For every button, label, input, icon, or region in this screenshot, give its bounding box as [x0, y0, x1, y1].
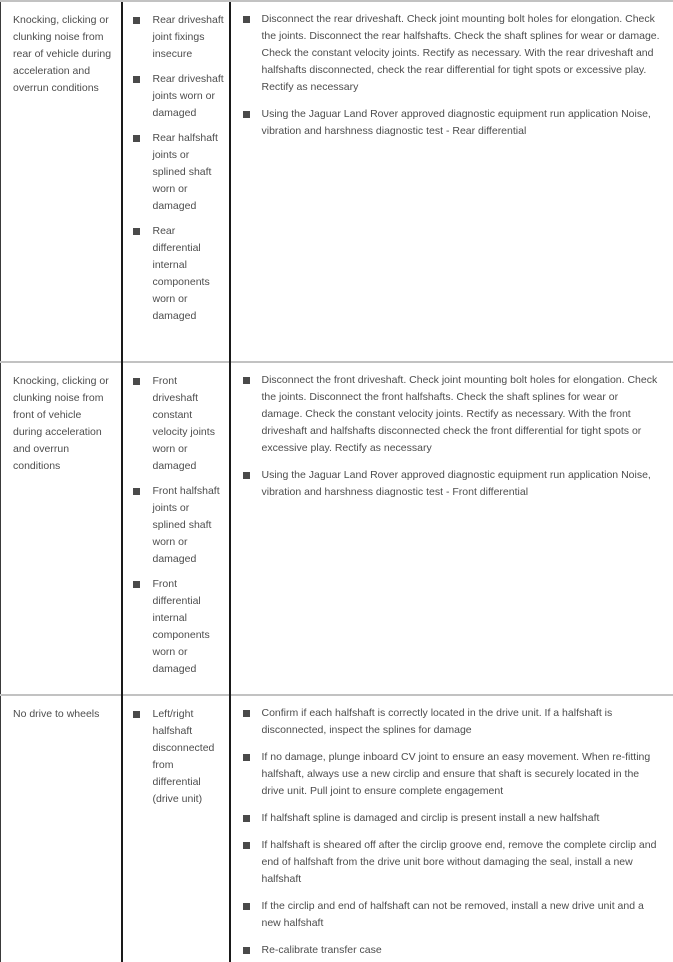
action-text: Re-calibrate transfer case	[261, 944, 382, 956]
bullet-square-icon	[133, 711, 140, 718]
action-text: If halfshaft spline is damaged and circlip is present install a new halfshaft	[261, 812, 600, 824]
cause-text: Rear halfshaft joints or splined shaft worn or damaged	[152, 132, 218, 212]
actions-list	[243, 11, 662, 140]
cause-item	[133, 223, 225, 325]
causes-cell	[122, 1, 230, 362]
bullet-square-icon	[243, 111, 250, 118]
action-item	[243, 898, 662, 932]
causes-cell	[122, 695, 230, 962]
cause-item	[133, 483, 225, 568]
bullet-square-icon	[133, 488, 140, 495]
cause-item	[133, 373, 225, 475]
bullet-square-icon	[133, 17, 140, 24]
action-text: If halfshaft is sheared off after the circlip groove end, remove the complete circlip and end of halfshaft from the drive unit bore without damaging the seal, install a new halfshaft	[261, 839, 657, 885]
table-row	[1, 362, 673, 695]
action-item	[243, 837, 662, 888]
cause-item	[133, 576, 225, 678]
cause-text: Rear driveshaft joints worn or damaged	[152, 73, 224, 119]
causes-list	[133, 12, 225, 325]
cause-item	[133, 71, 225, 122]
action-item	[243, 705, 662, 739]
bullet-square-icon	[243, 472, 250, 479]
action-item	[243, 11, 662, 96]
symptom-cell	[1, 1, 122, 362]
action-text: Disconnect the front driveshaft. Check joint mounting bolt holes for elongation. Check the joints. Disconnect the front halfshafts. Check the shaft splines for wear or damage. Check the constant velocity joints. Rectify as necessary. With the front driveshaft and halfshafts disconnected check the front differential for tight spots or excessive play. Rectify as necessary	[261, 374, 658, 454]
actions-cell	[230, 1, 673, 362]
symptom-cell	[1, 695, 122, 962]
symptom-text: No drive to wheels	[13, 708, 100, 720]
symptom-cell	[1, 362, 122, 695]
cause-text: Rear differential internal components worn or damaged	[152, 225, 210, 322]
causes-list	[133, 373, 225, 678]
causes-cell	[122, 362, 230, 695]
cause-item	[133, 12, 225, 63]
action-item	[243, 749, 662, 800]
bullet-square-icon	[243, 947, 250, 954]
cause-item	[133, 706, 225, 808]
bullet-square-icon	[133, 378, 140, 385]
table-row	[1, 1, 673, 362]
bullet-square-icon	[243, 903, 250, 910]
cause-text: Front driveshaft constant velocity joints worn or damaged	[152, 375, 215, 472]
actions-cell	[230, 695, 673, 962]
cause-text: Rear driveshaft joint fixings insecure	[152, 14, 224, 60]
actions-list	[243, 372, 662, 501]
action-item	[243, 810, 662, 827]
action-item	[243, 467, 662, 501]
table-row	[1, 695, 673, 962]
cause-text: Left/right halfshaft disconnected from differential (drive unit)	[152, 708, 215, 805]
bullet-square-icon	[243, 16, 250, 23]
bullet-square-icon	[133, 135, 140, 142]
cause-text: Front differential internal components worn or damaged	[152, 578, 210, 675]
bullet-square-icon	[243, 710, 250, 717]
action-text: Disconnect the rear driveshaft. Check joint mounting bolt holes for elongation. Check the joints. Disconnect the rear halfshafts. Check the shaft splines for wear or damage. Check the constant velocity joints. Rectify as necessary. With the rear driveshaft and halfshafts disconnected, check the rear differential for tight spots or excessive play. Rectify as necessary	[261, 13, 660, 93]
cause-item	[133, 130, 225, 215]
bullet-square-icon	[133, 76, 140, 83]
action-text: Confirm if each halfshaft is correctly located in the drive unit. If a halfshaft is disconnected, inspect the splines for damage	[261, 707, 613, 736]
action-item	[243, 106, 662, 140]
bullet-square-icon	[243, 377, 250, 384]
bullet-square-icon	[243, 815, 250, 822]
causes-list	[133, 706, 225, 808]
bullet-square-icon	[243, 842, 250, 849]
actions-list	[243, 705, 662, 959]
action-item	[243, 372, 662, 457]
bullet-square-icon	[133, 581, 140, 588]
cause-text: Front halfshaft joints or splined shaft worn or damaged	[152, 485, 220, 565]
action-text: Using the Jaguar Land Rover approved diagnostic equipment run application Noise, vibration and harshness diagnostic test - Rear differential	[261, 108, 651, 137]
actions-cell	[230, 362, 673, 695]
action-text: Using the Jaguar Land Rover approved diagnostic equipment run application Noise, vibration and harshness diagnostic test - Front differential	[261, 469, 651, 498]
bullet-square-icon	[133, 228, 140, 235]
action-item	[243, 942, 662, 959]
action-text: If the circlip and end of halfshaft can not be removed, install a new drive unit and a new halfshaft	[261, 900, 644, 929]
action-text: If no damage, plunge inboard CV joint to ensure an easy movement. When re-fitting halfshaft, always use a new circlip and ensure that shaft is securely located in the drive unit. Pull joint to ensure complete engagement	[261, 751, 651, 797]
symptom-text: Knocking, clicking or clunking noise from front of vehicle during acceleration and overrun conditions	[13, 375, 109, 472]
symptom-text: Knocking, clicking or clunking noise from rear of vehicle during acceleration and overrun conditions	[13, 14, 112, 94]
bullet-square-icon	[243, 754, 250, 761]
